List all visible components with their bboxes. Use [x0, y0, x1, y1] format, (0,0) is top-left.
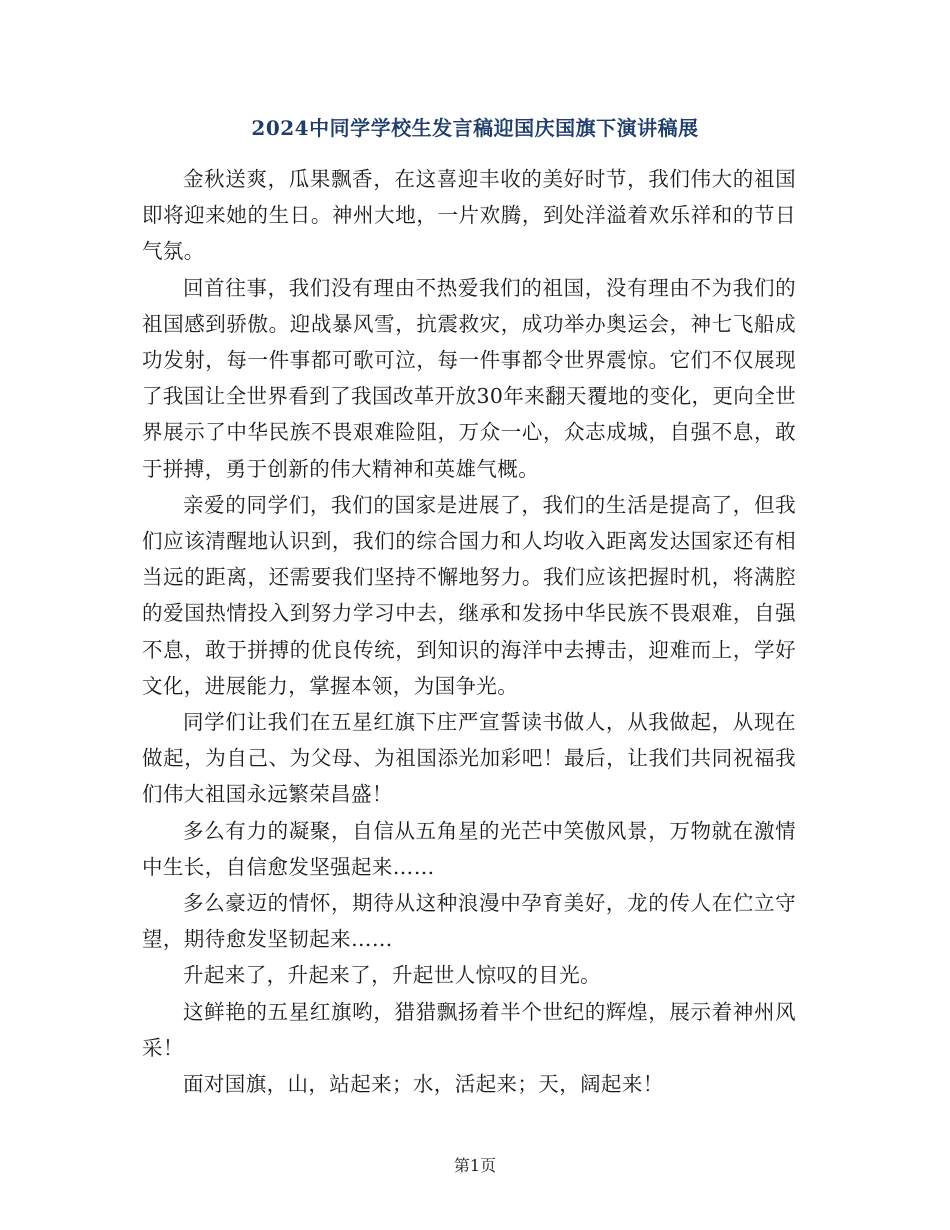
- document-body: [142, 161, 796, 1102]
- paragraph: 这鲜艳的五星红旗哟，猎猎飘扬着半个世纪的辉煌，展示着神州风采！: [142, 999, 796, 1060]
- paragraph: 多么豪迈的情怀，期待从这种浪漫中孕育美好，龙的传人在伫立守望，期待愈发坚韧起来……: [142, 891, 796, 952]
- paragraph: 升起来了，升起来了，升起世人惊叹的目光。: [183, 963, 601, 988]
- paragraph: 同学们让我们在五星红旗下庄严宣誓读书做人，从我做起，从现在做起，为自己、为父母、为祖国添光加彩吧！最后，让我们共同祝福我们伟大祖国永远繁荣昌盛！: [142, 710, 796, 807]
- page-number: 第1页: [453, 1156, 497, 1175]
- paragraph: 亲爱的同学们，我们的国家是进展了，我们的生活是提高了，但我们应该清醒地认识到，我们的综合国力和人均收入距离发达国家还有相当远的距离，还需要我们坚持不懈地努力。我们应该把握时机，将满腔的爱国热情投入到努力学习中去，继承和发扬中华民族不畏艰难，自强不息，敢于拼搏的优良传统，到知识的海洋中去搏击，迎难而上，学好文化，进展能力，掌握本领，为国争光。: [142, 492, 796, 698]
- document-title: 2024中同学学校生发言稿迎国庆国旗下演讲稿展: [251, 116, 699, 140]
- paragraph: 多么有力的凝聚，自信从五角星的光芒中笑傲风景，万物就在激情中生长，自信愈发坚强起来……: [142, 818, 796, 879]
- paragraph: 面对国旗，山，站起来；水，活起来；天，阔起来！: [183, 1072, 664, 1097]
- paragraph: 金秋送爽，瓜果飘香，在这喜迎丰收的美好时节，我们伟大的祖国即将迎来她的生日。神州大地，一片欢腾，到处洋溢着欢乐祥和的节日气氛。: [142, 167, 796, 264]
- paragraph: 回首往事，我们没有理由不热爱我们的祖国，没有理由不为我们的祖国感到骄傲。迎战暴风雪，抗震救灾，成功举办奥运会，神七飞船成功发射，每一件事都可歌可泣，每一件事都令世界震惊。它们不仅展现了我国让全世界看到了我国改革开放30年来翻天覆地的变化，更向全世界展示了中华民族不畏艰难险阻，万众一心，众志成城，自强不息，敢于拼搏，勇于创新的伟大精神和英雄气概。: [142, 275, 796, 481]
